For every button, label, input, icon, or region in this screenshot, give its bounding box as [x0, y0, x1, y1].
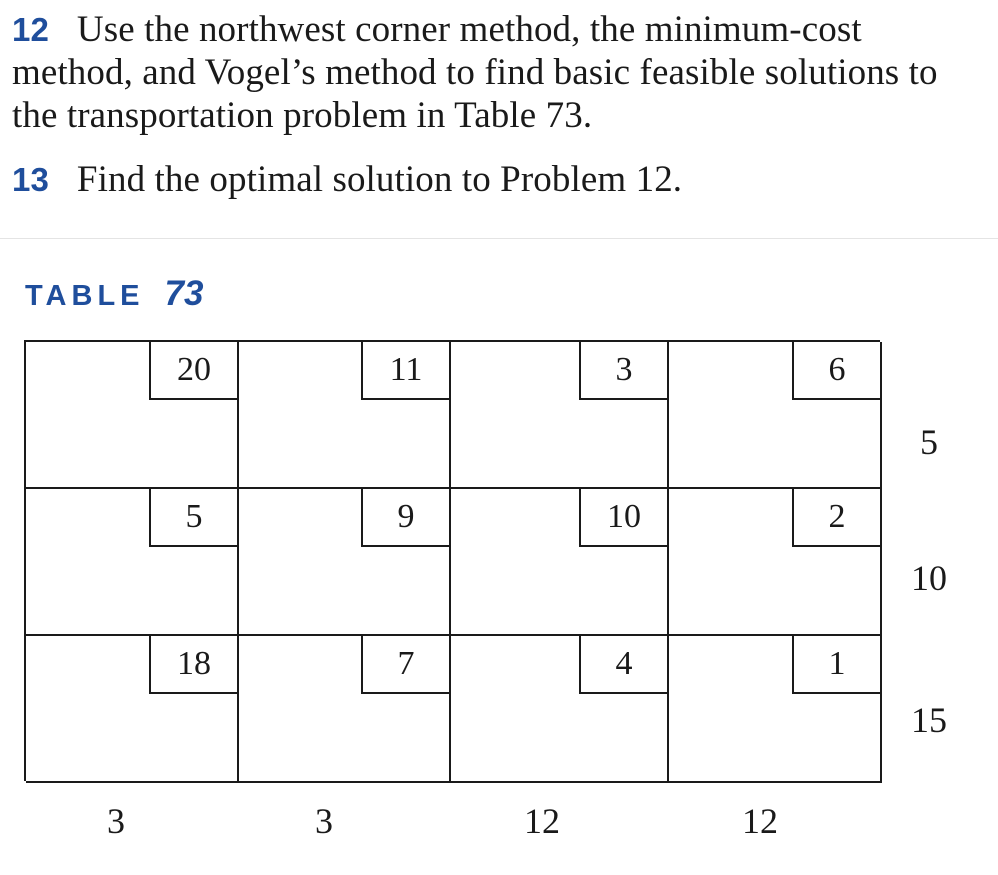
table-caption-number: 73	[164, 274, 204, 313]
cost-value: 1	[792, 636, 880, 694]
cost-value: 4	[579, 636, 667, 694]
cost-value: 6	[792, 342, 880, 400]
demand-value: 3	[315, 801, 333, 841]
supply-value: 5	[920, 422, 938, 462]
demand-value: 12	[524, 801, 560, 841]
problem-number: 13	[12, 161, 49, 198]
table-cell	[26, 489, 239, 636]
cost-value: 20	[149, 342, 237, 400]
problem-text: Find the optimal solution to Problem 12.	[76, 159, 683, 200]
cost-value: 7	[361, 636, 449, 694]
section-divider	[0, 238, 998, 239]
demand-value: 3	[107, 801, 125, 841]
cost-value: 11	[361, 342, 449, 400]
transportation-table	[24, 340, 880, 781]
table-cell	[451, 636, 669, 783]
table-cell	[669, 636, 882, 783]
problem-number: 12	[12, 11, 49, 48]
table-cell	[669, 342, 882, 489]
cost-value: 18	[149, 636, 237, 694]
table-caption	[25, 276, 203, 319]
cost-value: 2	[792, 489, 880, 547]
table-cell	[239, 636, 451, 783]
table-cell	[26, 636, 239, 783]
demand-value: 12	[742, 801, 778, 841]
problem-12	[12, 8, 972, 137]
cost-value: 9	[361, 489, 449, 547]
table-cell	[239, 342, 451, 489]
table-cell	[451, 489, 669, 636]
table-cell	[26, 342, 239, 489]
cost-value: 10	[579, 489, 667, 547]
table-cell	[669, 489, 882, 636]
cost-value: 5	[149, 489, 237, 547]
table-caption-word: TABLE	[25, 280, 145, 312]
cost-value: 3	[579, 342, 667, 400]
problem-text: Use the northwest corner method, the minimum-cost method, and Vogel’s method to find basic feasible solutions to the transportation problem in Table 73.	[12, 9, 938, 136]
problem-13	[12, 158, 972, 201]
table-cell	[451, 342, 669, 489]
supply-value: 10	[911, 558, 947, 598]
table-cell	[239, 489, 451, 636]
supply-value: 15	[911, 700, 947, 740]
